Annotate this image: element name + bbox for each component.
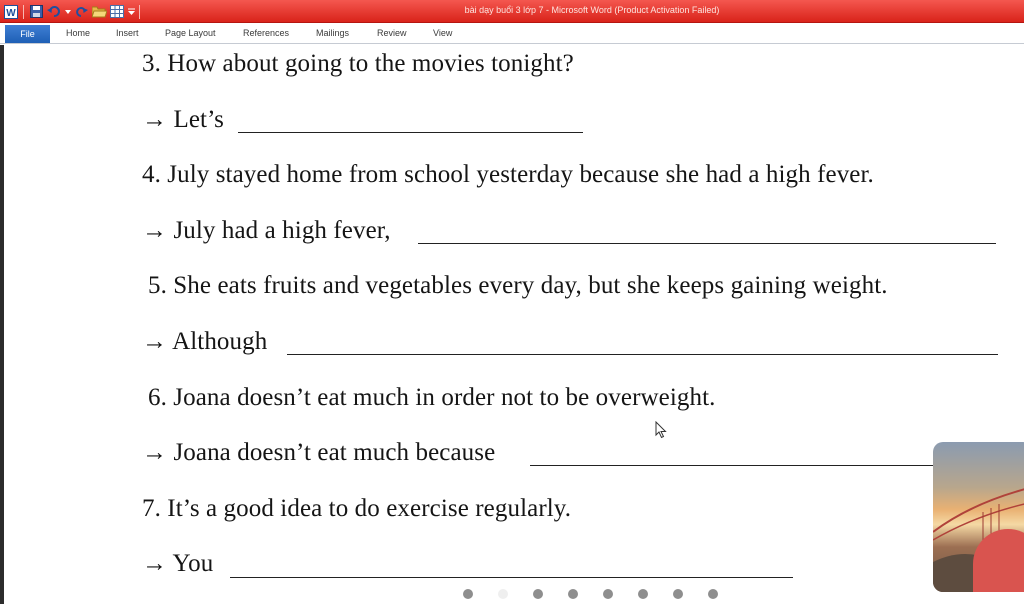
tab-page-layout[interactable]: Page Layout	[165, 28, 216, 38]
page-edge	[0, 45, 4, 604]
question-5: 5. She eats fruits and vegetables every day, but she keeps gaining weight.	[148, 272, 888, 299]
tab-mailings[interactable]: Mailings	[316, 28, 350, 38]
window-title: bài dạy buổi 3 lớp 7 - Microsoft Word (Product Activation Failed)	[464, 5, 720, 15]
slide-dot[interactable]	[533, 589, 543, 599]
answer-prompt-5: → Although	[142, 328, 268, 355]
tab-home[interactable]: Home	[66, 28, 91, 38]
slide-indicator	[463, 589, 718, 601]
mouse-pointer-icon	[655, 421, 667, 444]
slide-dot[interactable]	[708, 589, 718, 599]
svg-text:W: W	[6, 7, 16, 19]
ribbon-tabs	[0, 23, 1024, 44]
tab-view[interactable]: View	[433, 28, 453, 38]
slide-dot[interactable]	[568, 589, 578, 599]
slide-dot[interactable]	[603, 589, 613, 599]
answer-blank-3[interactable]	[238, 132, 583, 133]
slide-dot-active[interactable]	[498, 589, 508, 599]
answer-blank-7[interactable]	[230, 577, 793, 578]
tab-review[interactable]: Review	[377, 28, 407, 38]
question-3: 3. How about going to the movies tonight?	[142, 50, 574, 77]
tab-insert[interactable]: Insert	[116, 28, 139, 38]
title-bar	[0, 0, 1024, 23]
question-6: 6. Joana doesn’t eat much in order not to be overweight.	[148, 384, 716, 411]
question-7: 7. It’s a good idea to do exercise regularly.	[142, 495, 572, 522]
tab-file[interactable]: File	[5, 25, 50, 43]
question-4: 4. July stayed home from school yesterday because she had a high fever.	[142, 161, 874, 188]
answer-prompt-3: → Let’s	[142, 106, 224, 133]
slide-dot[interactable]	[463, 589, 473, 599]
slide-dot[interactable]	[673, 589, 683, 599]
answer-blank-4[interactable]	[418, 243, 996, 244]
answer-prompt-7: → You	[142, 550, 214, 577]
slide-dot[interactable]	[638, 589, 648, 599]
tab-references[interactable]: References	[243, 28, 290, 38]
answer-prompt-6: → Joana doesn’t eat much because	[142, 439, 496, 466]
webcam-overlay	[933, 442, 1024, 592]
answer-blank-5[interactable]	[287, 354, 998, 355]
answer-prompt-4: → July had a high fever,	[142, 217, 391, 244]
answer-blank-6[interactable]	[530, 465, 934, 466]
